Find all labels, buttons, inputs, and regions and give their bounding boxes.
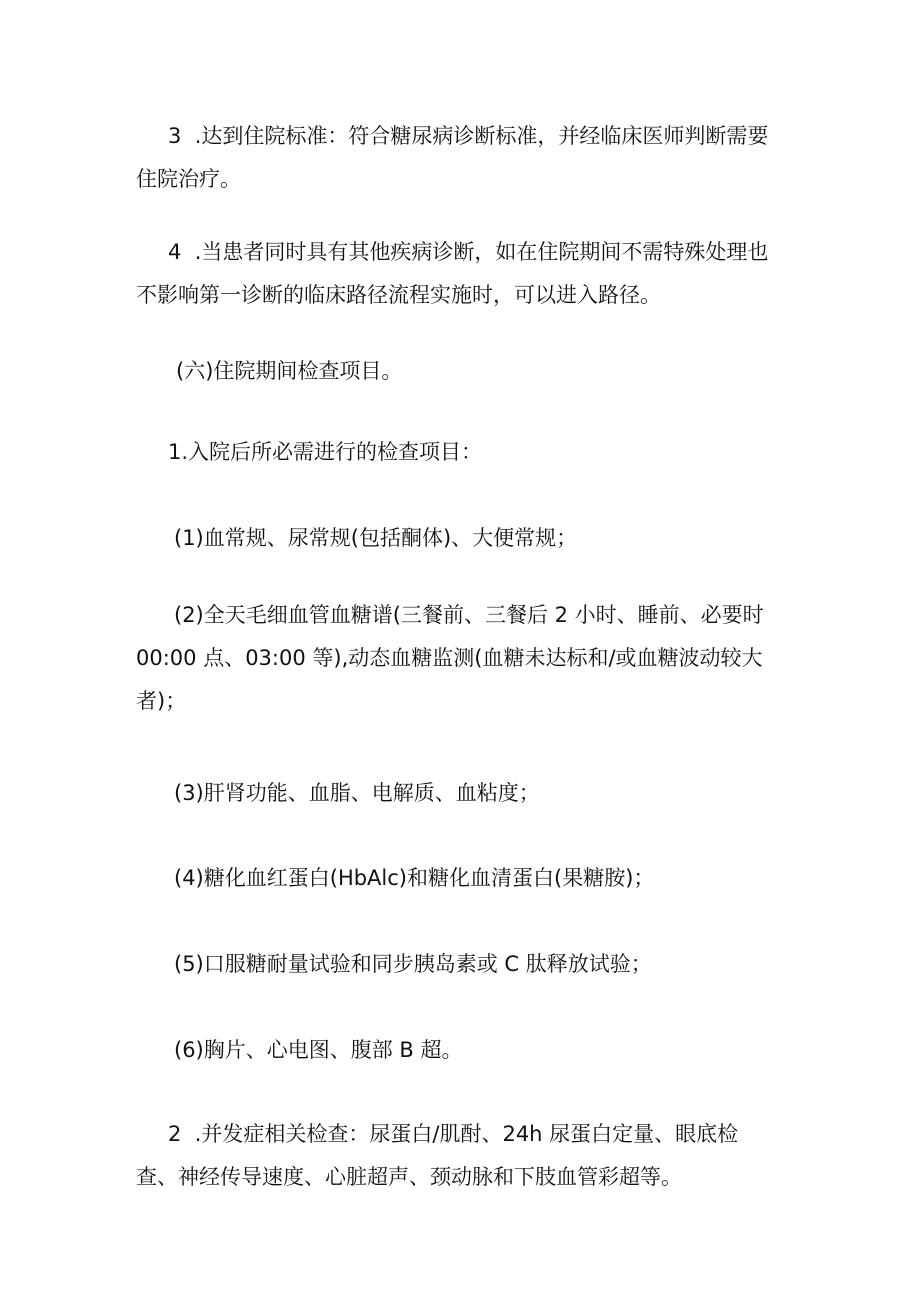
section-heading-exam-items [136,350,796,393]
text-line: 不影响第一诊断的临床路径流程实施时，可以进入路径。 [136,283,661,307]
list-item-ogtt [136,943,796,986]
list-item-glucose-profile [136,594,796,723]
text-line: (1)血常规、尿常规(包括酮体)、大便常规； [174,526,578,550]
paragraph-complication-exams [136,1113,796,1199]
paragraph-comorbidity [136,231,796,317]
text-line: (3)肝肾功能、血脂、电解质、血粘度； [174,781,540,805]
text-line: 4 .当患者同时具有其他疾病诊断，如在住院期间不需特殊处理也 [168,240,769,264]
text-line: (2)全天毛细血管血糖谱(三餐前、三餐后 2 小时、睡前、必要时 [174,603,764,627]
list-item-organ-function [136,772,796,815]
text-line: 住院治疗。 [136,167,241,191]
text-line: 3 .达到住院标准：符合糖尿病诊断标准，并经临床医师判断需要 [168,124,769,148]
text-line: 查、神经传导速度、心脏超声、颈动脉和下肢血管彩超等。 [136,1165,682,1189]
text-line: (6)胸片、心电图、腹部 B 超。 [174,1038,463,1062]
text-line: (4)糖化血红蛋白(HbAlc)和糖化血清蛋白(果糖胺)； [174,866,655,890]
list-item-routine-tests [136,517,796,560]
list-item-imaging [136,1029,796,1072]
text-line: 者)； [136,689,187,713]
text-line: 1.入院后所必需进行的检查项目： [168,440,483,464]
text-line: (六)住院期间检查项目。 [176,359,403,383]
list-item-hba1c [136,857,796,900]
text-line: 00:00 点、03:00 等),动态血糖监测(血糖未达标和/或血糖波动较大 [136,646,763,670]
text-line: 2 .并发症相关检查：尿蛋白/肌酎、24h 尿蛋白定量、眼底检 [168,1122,739,1146]
text-line: (5)口服糖耐量试验和同步胰岛素或 C 肽释放试验； [174,952,652,976]
list-heading-required-exams [136,431,796,474]
paragraph-admission-standard [136,115,796,201]
